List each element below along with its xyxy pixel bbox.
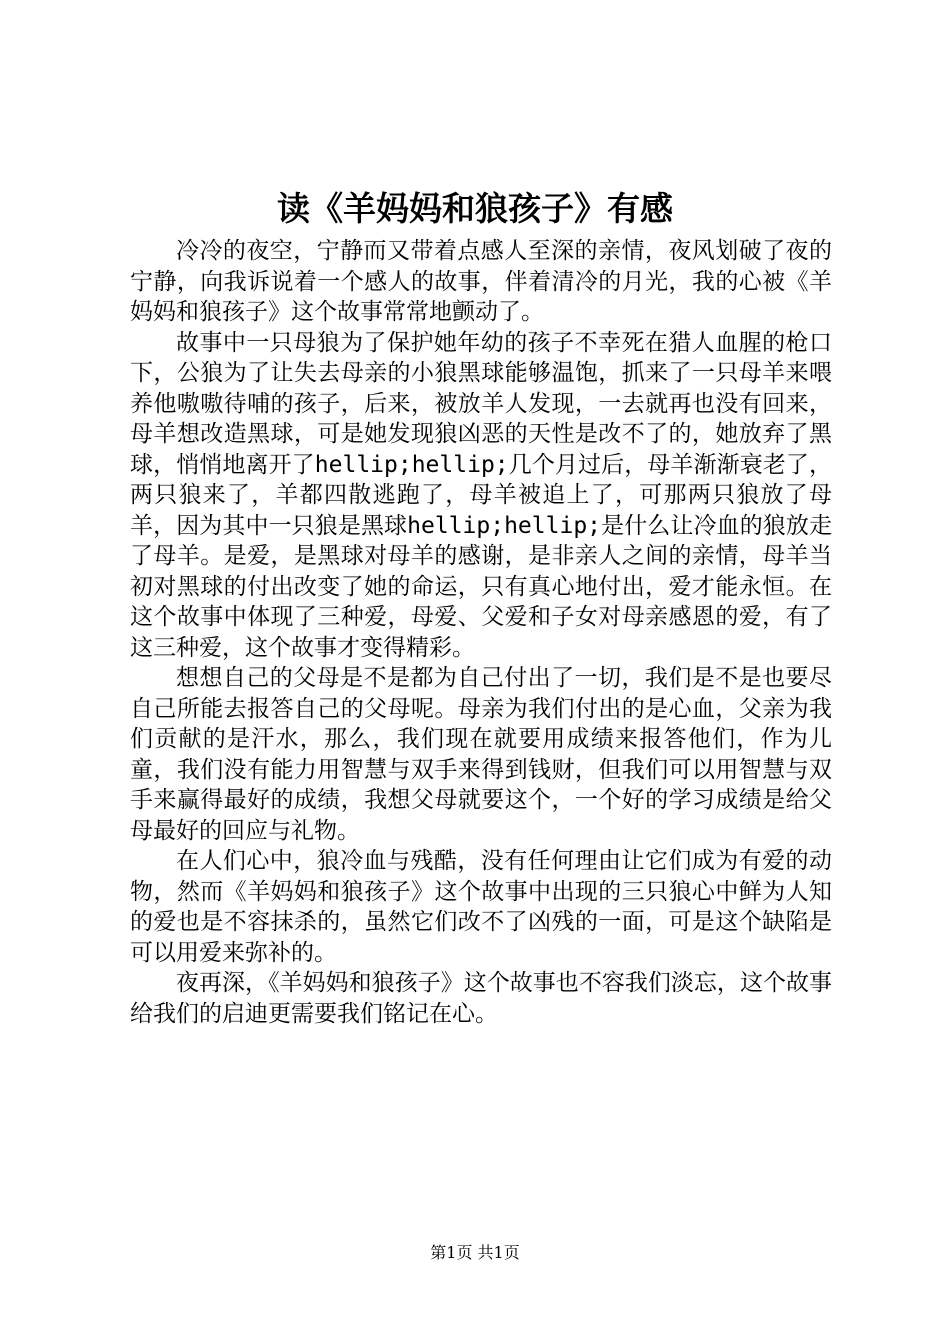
paragraph: 故事中一只母狼为了保护她年幼的孩子不幸死在猎人血腥的枪口下，公狼为了让失去母亲的小狼黑球能够温饱，抓来了一只母羊来喂养他嗷嗷待哺的孩子，后来，被放羊人发现，一去就再也没有回来，母羊想改造黑球，可是她发现狼凶恶的天性是改不了的，她放弃了黑球，悄悄地离开了hellip;hellip;几个月过后，母羊渐渐衰老了，两只狼来了，羊都四散逃跑了，母羊被追上了，可那两只狼放了母羊，因为其中一只狼是黑球hellip;hellip;是什么让冷血的狼放走了母羊。是爱，是黑球对母羊的感谢，是非亲人之间的亲情，母羊当初对黑球的付出改变了她的命运，只有真心地付出，爱才能永恒。在这个故事中体现了三种爱，母爱、父爱和子女对母亲感恩的爱，有了这三种爱，这个故事才变得精彩。 [130,329,832,661]
document-title: 读《羊妈妈和狼孩子》有感 [277,189,673,228]
page-footer: 第1页 共1页 [430,1243,520,1262]
paragraph: 在人们心中，狼冷血与残酷，没有任何理由让它们成为有爱的动物，然而《羊妈妈和狼孩子》这个故事中出现的三只狼心中鲜为人知的爱也是不容抹杀的，虽然它们改不了凶残的一面，可是这个缺陷是可以用爱来弥补的。 [130,848,832,966]
document-body [130,236,832,1029]
paragraph: 冷冷的夜空，宁静而又带着点感人至深的亲情，夜风划破了夜的宁静，向我诉说着一个感人的故事，伴着清冷的月光，我的心被《羊妈妈和狼孩子》这个故事常常地颤动了。 [130,238,832,325]
paragraph: 想想自己的父母是不是都为自己付出了一切，我们是不是也要尽自己所能去报答自己的父母呢。母亲为我们付出的是心血，父亲为我们贡献的是汗水，那么，我们现在就要用成绩来报答他们，作为儿童，我们没有能力用智慧与双手来得到钱财，但我们可以用智慧与双手来赢得最好的成绩，我想父母就要这个，一个好的学习成绩是给父母最好的回应与礼物。 [130,665,832,844]
paragraph: 夜再深，《羊妈妈和狼孩子》这个故事也不容我们淡忘，这个故事给我们的启迪更需要我们铭记在心。 [130,970,832,1027]
